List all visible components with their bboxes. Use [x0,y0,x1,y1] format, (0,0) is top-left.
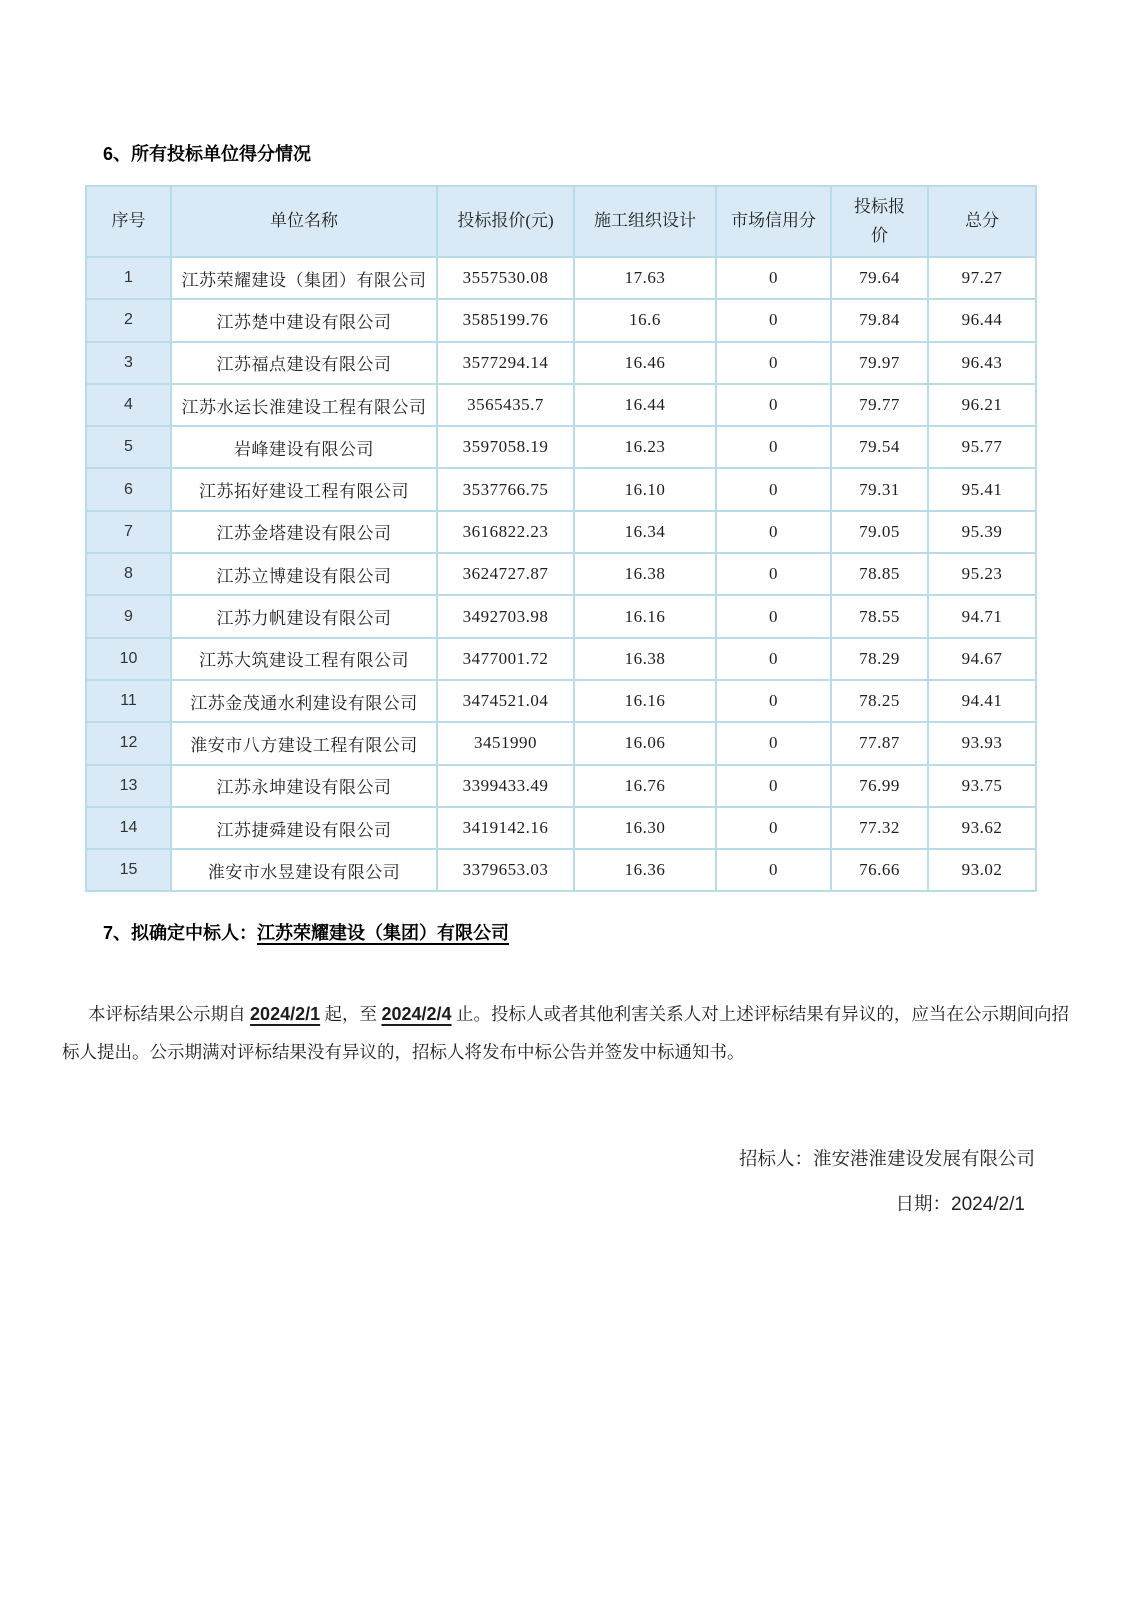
cell-credit-score: 0 [716,384,831,426]
col-header-credit-score: 市场信用分 [716,186,831,257]
cell-credit-score: 0 [716,342,831,384]
table-row [86,765,1036,807]
section7-prefix: 7、拟确定中标人： [103,923,258,944]
cell-price-score: 77.87 [831,722,928,764]
cell-row-no: 13 [86,765,171,807]
cell-bid-price: 3557530.08 [437,257,574,299]
cell-design-score: 16.36 [574,849,716,891]
cell-row-no: 7 [86,511,171,553]
cell-total-score: 93.93 [928,722,1036,764]
cell-total-score: 95.41 [928,468,1036,510]
cell-price-score: 79.77 [831,384,928,426]
cell-design-score: 16.06 [574,722,716,764]
table-row [86,257,1036,299]
cell-price-score: 78.85 [831,553,928,595]
cell-price-score: 76.99 [831,765,928,807]
cell-row-no: 5 [86,426,171,468]
cell-credit-score: 0 [716,257,831,299]
cell-credit-score: 0 [716,426,831,468]
cell-design-score: 16.23 [574,426,716,468]
cell-total-score: 95.23 [928,553,1036,595]
cell-price-score: 79.84 [831,299,928,341]
cell-bid-price: 3537766.75 [437,468,574,510]
col-header-price-score: 投标报价 [831,186,928,257]
cell-bid-price: 3379653.03 [437,849,574,891]
col-header-bid-price: 投标报价(元) [437,186,574,257]
notice-date-end: 2024/2/4 [381,1004,452,1025]
cell-price-score: 78.55 [831,595,928,637]
cell-company-name: 江苏永坤建设有限公司 [171,765,437,807]
cell-price-score: 77.32 [831,807,928,849]
cell-credit-score: 0 [716,765,831,807]
table-row [86,384,1036,426]
cell-design-score: 16.6 [574,299,716,341]
cell-row-no: 15 [86,849,171,891]
cell-bid-price: 3624727.87 [437,553,574,595]
table-row [86,342,1036,384]
cell-row-no: 9 [86,595,171,637]
cell-row-no: 4 [86,384,171,426]
cell-row-no: 3 [86,342,171,384]
date-label: 日期： [895,1195,952,1216]
cell-bid-price: 3616822.23 [437,511,574,553]
cell-price-score: 79.64 [831,257,928,299]
date-value: 2024/2/1 [951,1194,1025,1216]
section6-title: 6、所有投标单位得分情况 [103,144,312,164]
notice-paragraph [62,995,1069,1071]
cell-design-score: 16.16 [574,595,716,637]
col-header-company-name: 单位名称 [171,186,437,257]
cell-row-no: 10 [86,638,171,680]
table-row [86,553,1036,595]
cell-company-name: 江苏金茂通水利建设有限公司 [171,680,437,722]
cell-total-score: 96.43 [928,342,1036,384]
cell-price-score: 78.29 [831,638,928,680]
cell-total-score: 97.27 [928,257,1036,299]
notice-text-2: 起，至 [320,1004,382,1025]
cell-price-score: 76.66 [831,849,928,891]
cell-price-score: 78.25 [831,680,928,722]
cell-company-name: 淮安市水昱建设有限公司 [171,849,437,891]
cell-row-no: 8 [86,553,171,595]
cell-design-score: 17.63 [574,257,716,299]
cell-company-name: 江苏荣耀建设（集团）有限公司 [171,257,437,299]
table-row [86,468,1036,510]
table-row [86,595,1036,637]
cell-credit-score: 0 [716,722,831,764]
date-line [0,1191,1035,1220]
cell-design-score: 16.38 [574,638,716,680]
col-header-row-no: 序号 [86,186,171,257]
cell-design-score: 16.76 [574,765,716,807]
table-header [86,186,1036,257]
cell-credit-score: 0 [716,849,831,891]
cell-bid-price: 3585199.76 [437,299,574,341]
cell-credit-score: 0 [716,595,831,637]
cell-price-score: 79.54 [831,426,928,468]
table-body [86,257,1036,891]
notice-date-start: 2024/2/1 [250,1004,321,1025]
cell-price-score: 79.97 [831,342,928,384]
cell-row-no: 1 [86,257,171,299]
cell-company-name: 江苏力帆建设有限公司 [171,595,437,637]
col-header-total-score: 总分 [928,186,1036,257]
cell-price-score: 79.31 [831,468,928,510]
cell-company-name: 江苏水运长淮建设工程有限公司 [171,384,437,426]
section7-title [103,919,1131,945]
cell-company-name: 江苏捷舜建设有限公司 [171,807,437,849]
cell-row-no: 11 [86,680,171,722]
cell-row-no: 6 [86,468,171,510]
cell-bid-price: 3477001.72 [437,638,574,680]
cell-company-name: 江苏福点建设有限公司 [171,342,437,384]
table-row [86,638,1036,680]
table-row [86,299,1036,341]
cell-total-score: 94.41 [928,680,1036,722]
cell-credit-score: 0 [716,468,831,510]
cell-total-score: 96.21 [928,384,1036,426]
notice-text-1: 本评标结果公示期自 [88,1004,251,1025]
cell-total-score: 94.71 [928,595,1036,637]
bidder-score-table [85,185,1037,892]
signature-block [0,1147,1131,1220]
cell-credit-score: 0 [716,553,831,595]
cell-company-name: 江苏金塔建设有限公司 [171,511,437,553]
cell-bid-price: 3399433.49 [437,765,574,807]
cell-total-score: 93.75 [928,765,1036,807]
cell-design-score: 16.46 [574,342,716,384]
cell-bid-price: 3474521.04 [437,680,574,722]
cell-bid-price: 3597058.19 [437,426,574,468]
cell-total-score: 95.77 [928,426,1036,468]
table-header-row [86,186,1036,257]
cell-company-name: 淮安市八方建设工程有限公司 [171,722,437,764]
cell-credit-score: 0 [716,807,831,849]
cell-row-no: 2 [86,299,171,341]
table-row [86,511,1036,553]
cell-company-name: 江苏楚中建设有限公司 [171,299,437,341]
cell-design-score: 16.10 [574,468,716,510]
cell-design-score: 16.38 [574,553,716,595]
cell-bid-price: 3451990 [437,722,574,764]
cell-bid-price: 3577294.14 [437,342,574,384]
cell-row-no: 12 [86,722,171,764]
cell-total-score: 96.44 [928,299,1036,341]
cell-bid-price: 3565435.7 [437,384,574,426]
table-row [86,426,1036,468]
cell-credit-score: 0 [716,638,831,680]
cell-total-score: 93.62 [928,807,1036,849]
cell-total-score: 94.67 [928,638,1036,680]
table-row [86,722,1036,764]
cell-row-no: 14 [86,807,171,849]
notice-text-3: 止。投标人或者其他利害关系人对上述评标结果有异议的，应当在公示期间向招标人提出。公示期满对评标结果没有异议的，招标人将发布中标公告并签发中标通知书。 [62,1004,1070,1063]
cell-total-score: 95.39 [928,511,1036,553]
cell-bid-price: 3419142.16 [437,807,574,849]
cell-credit-score: 0 [716,299,831,341]
table-row [86,807,1036,849]
cell-company-name: 岩峰建设有限公司 [171,426,437,468]
cell-design-score: 16.16 [574,680,716,722]
tenderer-line: 招标人：淮安港淮建设发展有限公司 [738,1150,1035,1171]
table-row [86,680,1036,722]
cell-design-score: 16.34 [574,511,716,553]
col-header-design-score: 施工组织设计 [574,186,716,257]
winner-company-name: 江苏荣耀建设（集团）有限公司 [257,923,510,944]
cell-price-score: 79.05 [831,511,928,553]
cell-credit-score: 0 [716,511,831,553]
cell-company-name: 江苏拓好建设工程有限公司 [171,468,437,510]
cell-bid-price: 3492703.98 [437,595,574,637]
cell-design-score: 16.30 [574,807,716,849]
cell-company-name: 江苏大筑建设工程有限公司 [171,638,437,680]
cell-total-score: 93.02 [928,849,1036,891]
cell-design-score: 16.44 [574,384,716,426]
cell-company-name: 江苏立博建设有限公司 [171,553,437,595]
cell-credit-score: 0 [716,680,831,722]
table-row [86,849,1036,891]
